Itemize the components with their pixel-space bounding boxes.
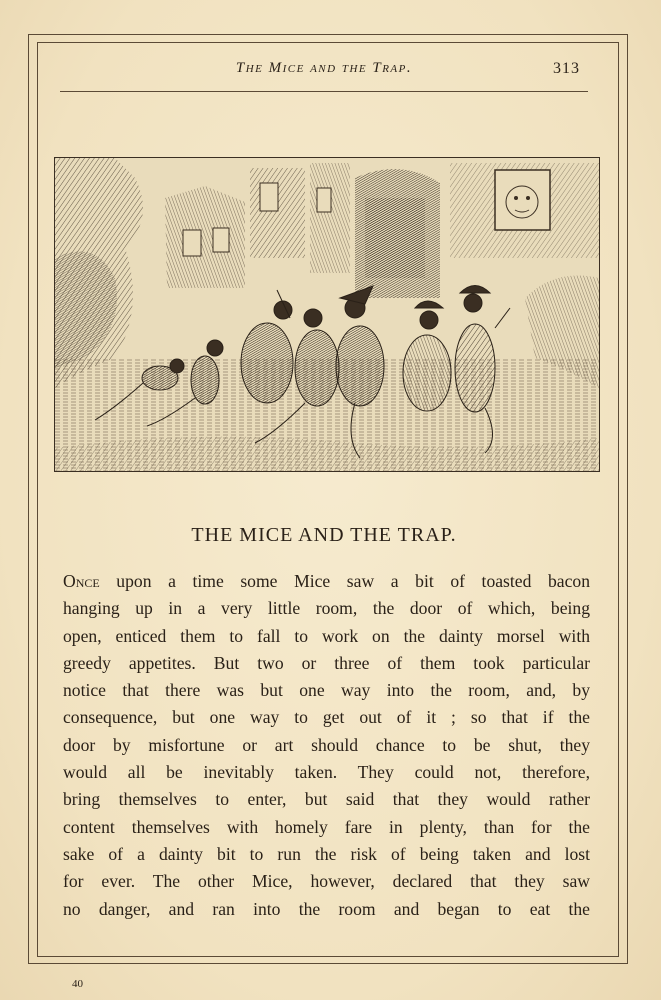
text-line: no danger, and ran into the room and began to eat the [63, 898, 590, 919]
running-head [60, 58, 588, 84]
fable-body-text [63, 568, 590, 923]
text-line: open, enticed them to fall to work on the dainty morsel with [63, 625, 590, 646]
text-line: would all be inevitably taken. They could not, therefore, [63, 762, 590, 783]
mice-procession-engraving [55, 158, 599, 471]
header-rule [60, 91, 588, 92]
chapter-title: THE MICE AND THE TRAP. [191, 524, 457, 546]
drop-word: Once [63, 571, 100, 591]
text-line: content themselves with homely fare in plenty, than for the [63, 816, 590, 837]
text-line-1: Once upon a time some Mice saw a bit of toasted bacon [63, 571, 590, 591]
text-line: door by misfortune or art should chance to be shut, they [63, 734, 590, 755]
text-line: sake of a dainty bit to run the risk of being taken and lost [63, 843, 590, 864]
text-line: consequence, but one way to get out of it ; so that if the [63, 707, 590, 728]
running-head-title: The Mice and the Trap. [235, 60, 413, 76]
text-line: bring themselves to enter, but said that they would rather [63, 789, 590, 810]
text-line: hanging up in a very little room, the door of which, being [63, 598, 590, 619]
engraving-illustration [54, 157, 600, 472]
text-line: greedy appetites. But two or three of them took particular [63, 652, 590, 673]
signature-mark: 40 [72, 978, 83, 990]
text-line: notice that there was but one way into the room, and, by [63, 680, 590, 701]
text-line: for ever. The other Mice, however, declared that they saw [63, 871, 590, 892]
page-number: 313 [553, 60, 580, 77]
